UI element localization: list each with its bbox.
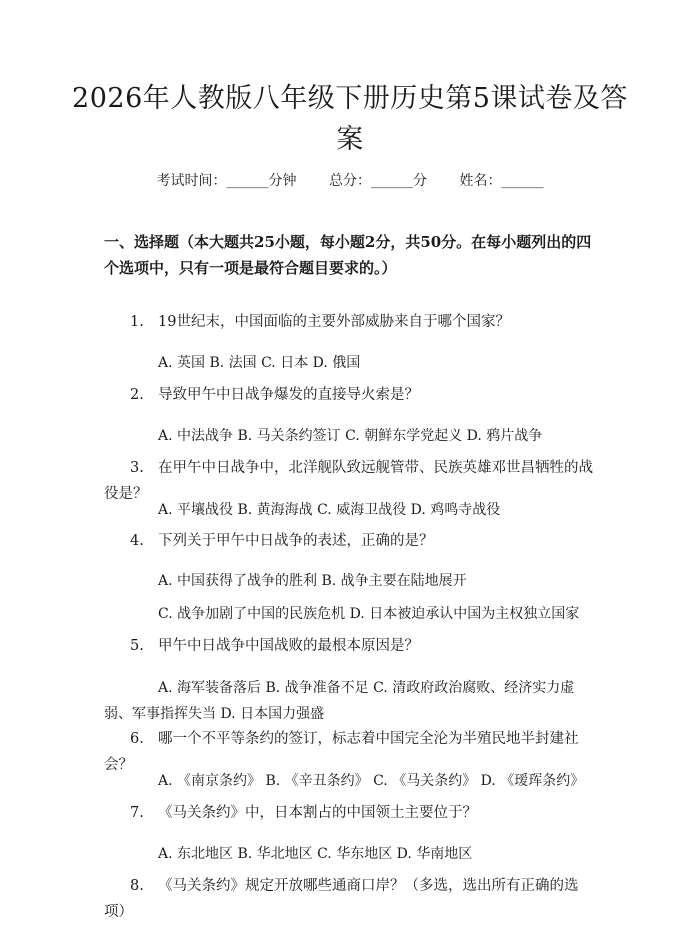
exam-time: 考试时间：______分钟 <box>156 173 297 189</box>
exam-meta <box>0 170 700 190</box>
question-options: A. 海军装备落后 B. 战争准备不足 C. 清政府政治腐败、经济实力虚弱、军事指挥失当 D. 日本国力强盛 <box>104 680 575 722</box>
question <box>104 309 599 335</box>
section-heading: 一、选择题（本大题共25小题，每小题2分，共50分。在每小题列出的四个选项中，只有一项是最符合题目要求的。） <box>104 233 592 277</box>
question-number: 6. <box>130 731 144 747</box>
question-text: 在甲午中日战争中，北洋舰队致远舰管带、民族英雄邓世昌牺牲的战役是？ <box>104 460 593 502</box>
question <box>104 633 599 659</box>
question-number: 8. <box>130 878 144 894</box>
question-text: 甲午中日战争中国战败的最根本原因是？ <box>158 638 419 654</box>
question-number: 4. <box>130 533 144 549</box>
question-options: A. 英国 B. 法国 C. 日本 D. 俄国 <box>158 355 361 371</box>
question-options: C. 战争加剧了中国的民族危机 D. 日本被迫承认中国为主权独立国家 <box>158 606 580 622</box>
question-number: 1. <box>130 314 144 330</box>
question-text: 19世纪末，中国面临的主要外部威胁来自于哪个国家？ <box>158 314 510 330</box>
question-options: A. 平壤战役 B. 黄海海战 C. 威海卫战役 D. 鸡鸣寺战役 <box>158 502 501 518</box>
question <box>104 528 599 554</box>
question-text: 《马关条约》规定开放哪些通商口岸？（多选，选出所有正确的选项） <box>104 878 579 920</box>
question-text: 哪一个不平等条约的签订，标志着中国完全沦为半殖民地半封建社会？ <box>104 731 579 773</box>
question-options: A. 中国获得了战争的胜利 B. 战争主要在陆地展开 <box>158 573 467 589</box>
question-text: 下列关于甲午中日战争的表述，正确的是？ <box>158 533 434 549</box>
question-number: 7. <box>130 805 144 821</box>
question <box>104 873 599 925</box>
question-number: 5. <box>130 638 144 654</box>
page-title: 2026年人教版八年级下册历史第5课试卷及答案 <box>72 83 628 155</box>
question-text: 导致甲午中日战争爆发的直接导火索是？ <box>158 387 419 403</box>
question-options: A. 东北地区 B. 华北地区 C. 华东地区 D. 华南地区 <box>158 846 473 862</box>
question <box>104 800 599 826</box>
exam-name: 姓名：______ <box>459 173 544 189</box>
exam-score: 总分：______分 <box>329 173 427 189</box>
question-number: 3. <box>130 460 144 476</box>
question-text: 《马关条约》中，日本割占的中国领土主要位于？ <box>158 805 477 821</box>
question <box>104 382 599 408</box>
question-options: A. 中法战争 B. 马关条约签订 C. 朝鲜东学党起义 D. 鸦片战争 <box>158 428 543 444</box>
question-options: A. 《南京条约》 B. 《辛丑条约》 C. 《马关条约》 D. 《瑷珲条约》 <box>158 773 585 789</box>
question-number: 2. <box>130 387 144 403</box>
